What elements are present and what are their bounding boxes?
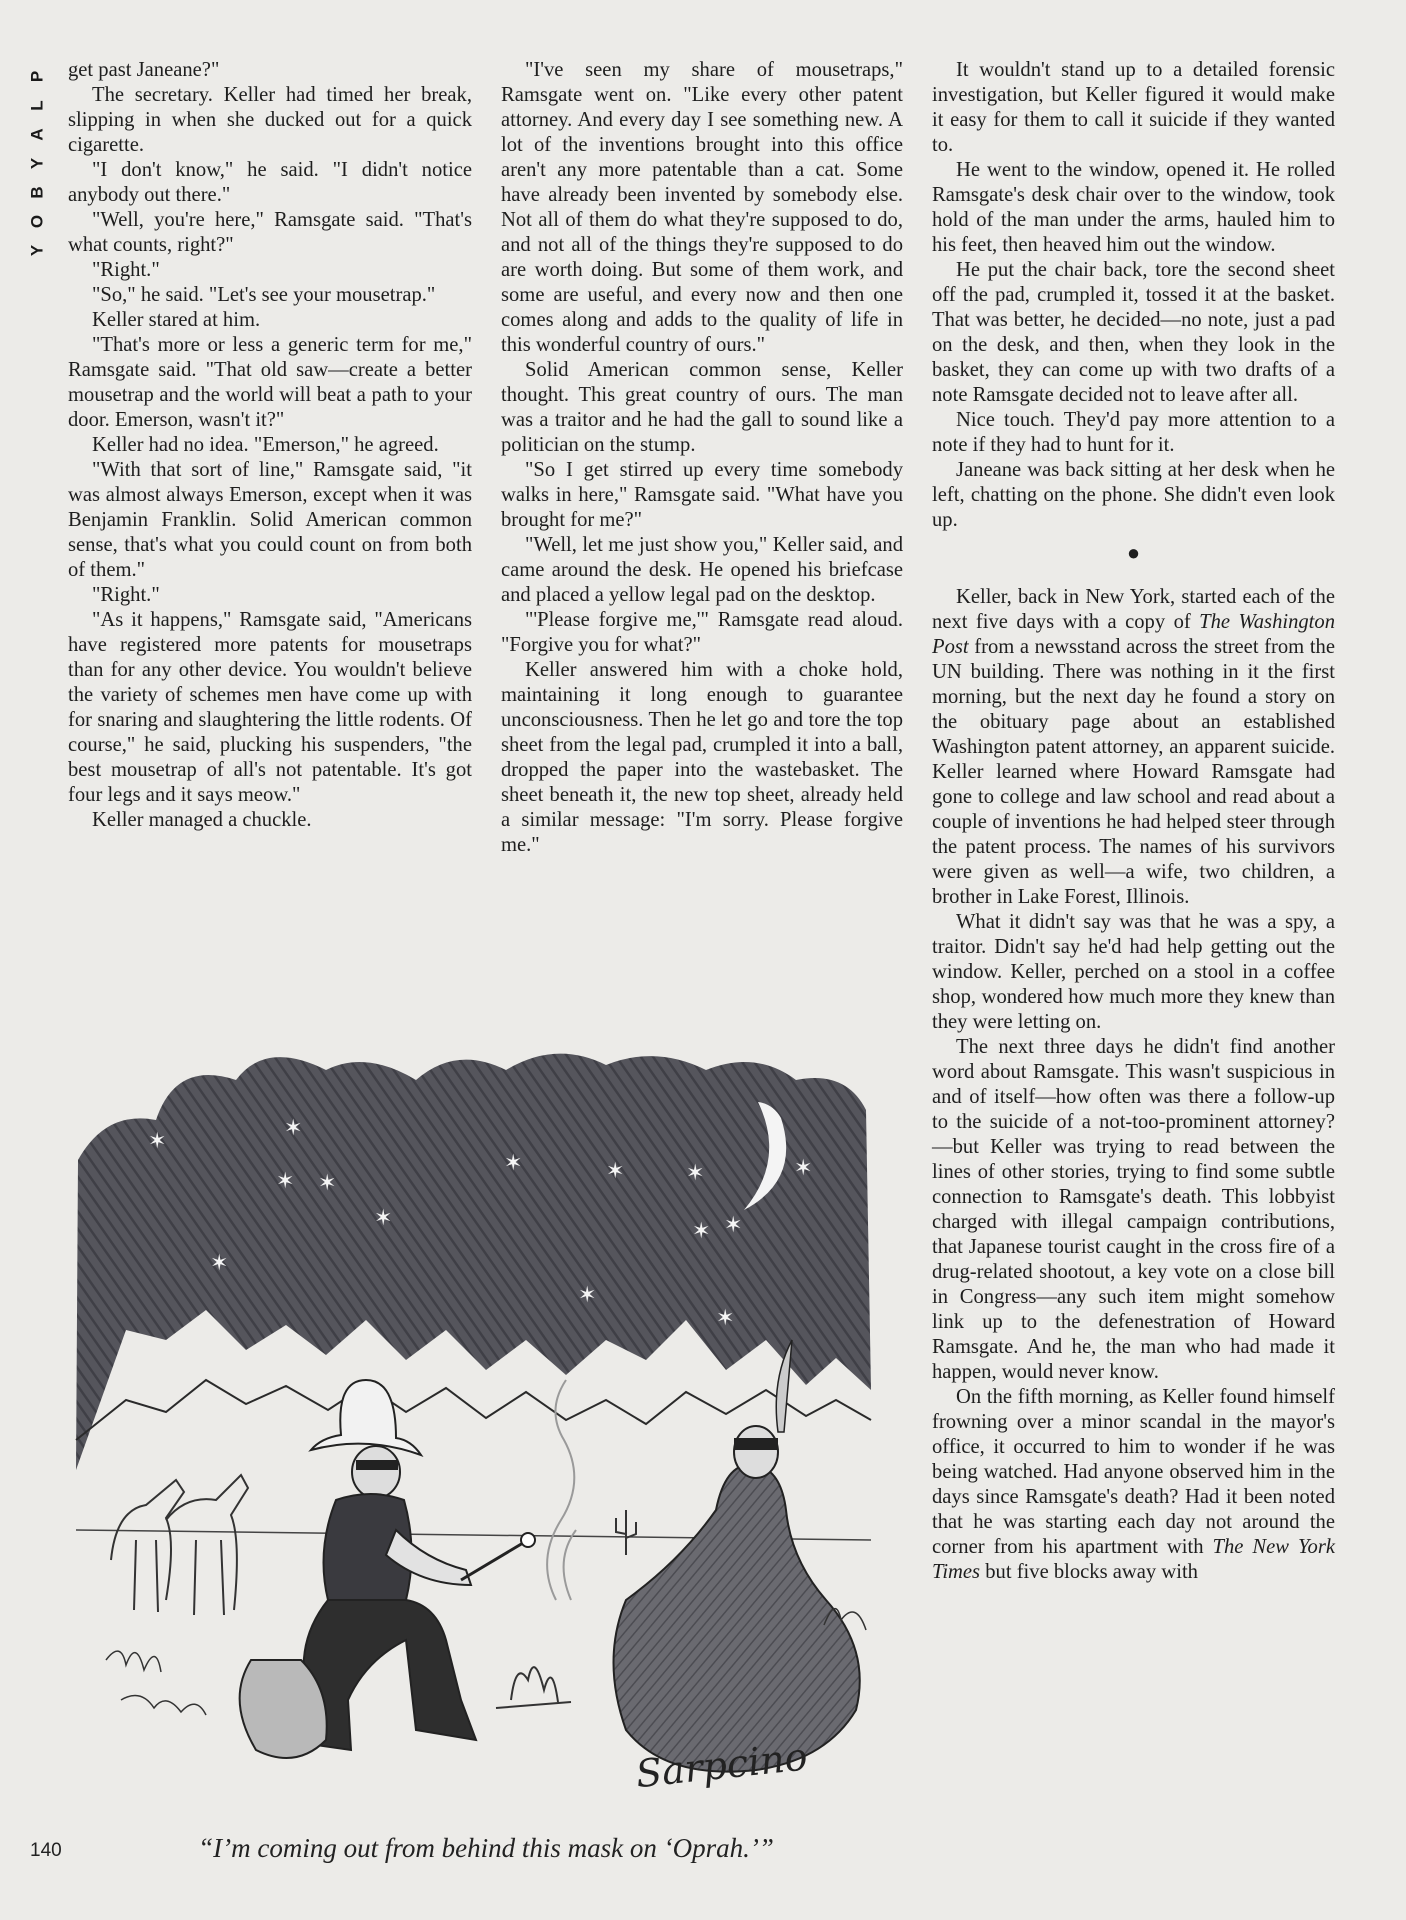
cowboy-figure <box>240 1380 535 1758</box>
paragraph: It wouldn't stand up to a detailed forensic investigation, but Keller figured it would make it easy for them to call it suicide if they wanted to. <box>932 59 1335 156</box>
running-head-letter: A <box>27 128 47 141</box>
paragraph: get past Janeane?" <box>68 59 220 81</box>
paragraph: Keller managed a chuckle. <box>92 809 312 831</box>
publication-title: The New York Times <box>932 1536 1335 1583</box>
paragraph <box>932 585 1335 910</box>
campfire <box>496 1667 571 1708</box>
paragraph: Keller answered him with a choke hold, maintaining it long enough to guarantee unconsciousness. Then he let go and tore the top sheet from the legal pad, crumpled it into a ball, dropped the paper into the wastebasket. The sheet beneath it, the new top sheet, already held a similar message: "I'm sorry. Please forgive me." <box>501 659 903 856</box>
running-head <box>22 62 52 265</box>
paragraph: Keller stared at him. <box>92 309 261 331</box>
star-icon: ✶ <box>606 1159 625 1184</box>
running-head-letter: P <box>27 70 47 83</box>
publication-title: The Washington Post <box>932 611 1335 658</box>
cactus-icon <box>616 1510 636 1555</box>
paragraph <box>932 1385 1335 1585</box>
paragraph: He went to the window, opened it. He rolled Ramsgate's desk chair over to the window, took hold of the man under the arms, hauled him to his feet, then heaved him out the window. <box>932 159 1335 256</box>
cowboy-sack <box>240 1660 327 1758</box>
paragraph: "I don't know," he said. "I didn't notice anybody out there." <box>68 159 472 206</box>
star-icon: ✶ <box>318 1171 337 1196</box>
campfire-smoke <box>547 1380 576 1600</box>
paragraph: He put the chair back, tore the second sheet off the pad, crumpled it, tossed it at the basket. That was better, he decided—no note, just a pad on the desk, and then, when they look in the basket, they can come up with two drafts of a note Ramsgate decided not to leave after all. <box>932 259 1335 406</box>
page-number: 140 <box>30 1840 62 1861</box>
star-icon: ✶ <box>724 1213 743 1238</box>
running-head-letter: O <box>27 214 47 229</box>
mask-band <box>734 1438 778 1450</box>
roasting-item <box>521 1533 535 1547</box>
star-icon: ✶ <box>578 1283 597 1308</box>
text-run: On the fifth morning, as Keller found himself frowning over a minor scandal in the mayor's office, it occurred to him to wonder if he was being watched. Had anyone observed him in the days since Ramsgate's death? Had it been noted that he was starting each day not around the corner from his apartment with <box>932 1386 1335 1558</box>
star-icon: ✶ <box>374 1206 393 1231</box>
cowboy-hat <box>311 1380 421 1455</box>
paragraph: Keller had no idea. "Emerson," he agreed. <box>92 434 439 456</box>
paragraph: "Right." <box>92 259 160 281</box>
paragraph: "With that sort of line," Ramsgate said, "it was almost always Emerson, except when it was Benjamin Franklin. Solid American common sense, that's what you could count on from both of them." <box>68 459 472 581</box>
cartoon-illustration <box>66 1040 906 1820</box>
roasting-stick <box>461 1540 528 1580</box>
running-head-letter: B <box>27 186 47 199</box>
star-icon: ✶ <box>504 1151 523 1176</box>
running-head-letter: Y <box>27 157 47 170</box>
star-icon: ✶ <box>794 1156 813 1181</box>
paragraph: "That's more or less a generic term for me," Ramsgate said. "That old saw—create a better mousetrap and the world will beat a path to your door. Emerson, wasn't it?" <box>68 334 472 431</box>
paragraph: The next three days he didn't find another word about Ramsgate. This wasn't suspicious in and of itself—how often was there a follow-up to the suicide of a not-too-prominent attorney?—but Keller was trying to read between the lines of other stories, trying to find some subtle connection to Ramsgate's death. This lobbyist charged with illegal campaign contributions, that Japanese tourist caught in the cross fire of a drug-related shootout, a key vote on a close bill in Congress—any such item might somehow link up to the defenestration of Howard Ramsgate. And he, the man who had made it happen, would never know. <box>932 1036 1335 1383</box>
text-run: but five blocks away with <box>980 1561 1198 1583</box>
paragraph: "Right." <box>92 584 160 606</box>
paragraph: "So," he said. "Let's see your mousetrap." <box>92 284 436 306</box>
paragraph: "I've seen my share of mousetraps," Ramsgate went on. "Like every other patent attorney. And every day I see something new. A lot of the inventions brought into this office aren't any more patentable than a cat. Some have already been invented by somebody else. Not all of them do what they're supposed to do, and not all of the things they're supposed to do are worth doing. But some of them work, and some are useful, and every now and then one comes along and adds to the quality of life in this wonderful country of ours." <box>501 59 903 356</box>
blanket-body <box>614 1465 860 1772</box>
paragraph: "'Please forgive me,'" Ramsgate read aloud. "Forgive you for what?" <box>501 609 903 656</box>
head <box>734 1426 778 1478</box>
paragraph: Janeane was back sitting at her desk when he left, chatting on the phone. She didn't even look up. <box>932 459 1335 531</box>
paragraph: "Well, let me just show you," Keller said, and came around the desk. He opened his briefcase and placed a yellow legal pad on the desktop. <box>501 534 903 606</box>
paragraph: What it didn't say was that he was a spy, a traitor. Didn't say he'd had help getting out the window. Keller, perched on a stool in a coffee shop, wondered how much more they knew than they were letting on. <box>932 911 1335 1033</box>
paragraph: "As it happens," Ramsgate said, "Americans have registered more patents for mousetraps than for any other device. You wouldn't believe the variety of schemes men have come up with for snaring and slaughtering the little rodents. Of course," he said, plucking his suspenders, "the best mousetrap of all's not patentable. It's got four legs and it says meow." <box>68 609 472 806</box>
section-break-bullet: ● <box>1126 540 1141 565</box>
cowboy-head <box>352 1446 400 1498</box>
star-icon: ✶ <box>210 1251 229 1276</box>
paragraph: Nice touch. They'd pay more attention to a note if they had to hunt for it. <box>932 409 1335 456</box>
star-icon: ✶ <box>686 1161 705 1186</box>
paragraph: "Well, you're here," Ramsgate said. "That's what counts, right?" <box>68 209 472 256</box>
star-icon: ✶ <box>716 1306 735 1331</box>
star-icon: ✶ <box>692 1219 711 1244</box>
text-column-1 <box>68 58 472 833</box>
star-icon: ✶ <box>284 1116 303 1141</box>
running-head-letter: Y <box>27 244 47 257</box>
text-run: Keller, back in New York, started each of the next five days with a copy of <box>932 586 1335 633</box>
cowboy-legs <box>304 1600 476 1750</box>
paragraph: Solid American common sense, Keller thought. This great country of ours. The man was a traitor and he had the gall to sound like a politician on the stump. <box>501 359 903 456</box>
cartoonist-signature: Sarpcino <box>633 1734 810 1797</box>
paragraph: "So I get stirred up every time somebody walks in here," Ramsgate said. "What have you brought for me?" <box>501 459 903 531</box>
text-run: from a newsstand across the street from the UN building. There was nothing in it the first morning, but the next day he found a story on the obituary page about an established Washington patent attorney, an apparent suicide. Keller learned where Howard Ramsgate had gone to college and law school and read about a couple of inventions he had helped steer through the patent process. The names of his survivors were given as well—a wife, two children, a brother in Lake Forest, Illinois. <box>932 636 1335 908</box>
star-icon: ✶ <box>148 1129 167 1154</box>
native-american-figure <box>614 1340 860 1772</box>
horses <box>111 1475 248 1615</box>
cowboy-mask <box>356 1460 398 1470</box>
paragraph: The secretary. Keller had timed her break, slipping in when she ducked out for a quick cigarette. <box>68 84 472 156</box>
running-head-letter: L <box>27 100 47 111</box>
text-column-3 <box>932 58 1335 1585</box>
text-column-2 <box>501 58 903 858</box>
star-icon: ✶ <box>276 1169 295 1194</box>
cartoon-caption: “I’m coming out from behind this mask on ‘Oprah.’” <box>198 1833 774 1863</box>
